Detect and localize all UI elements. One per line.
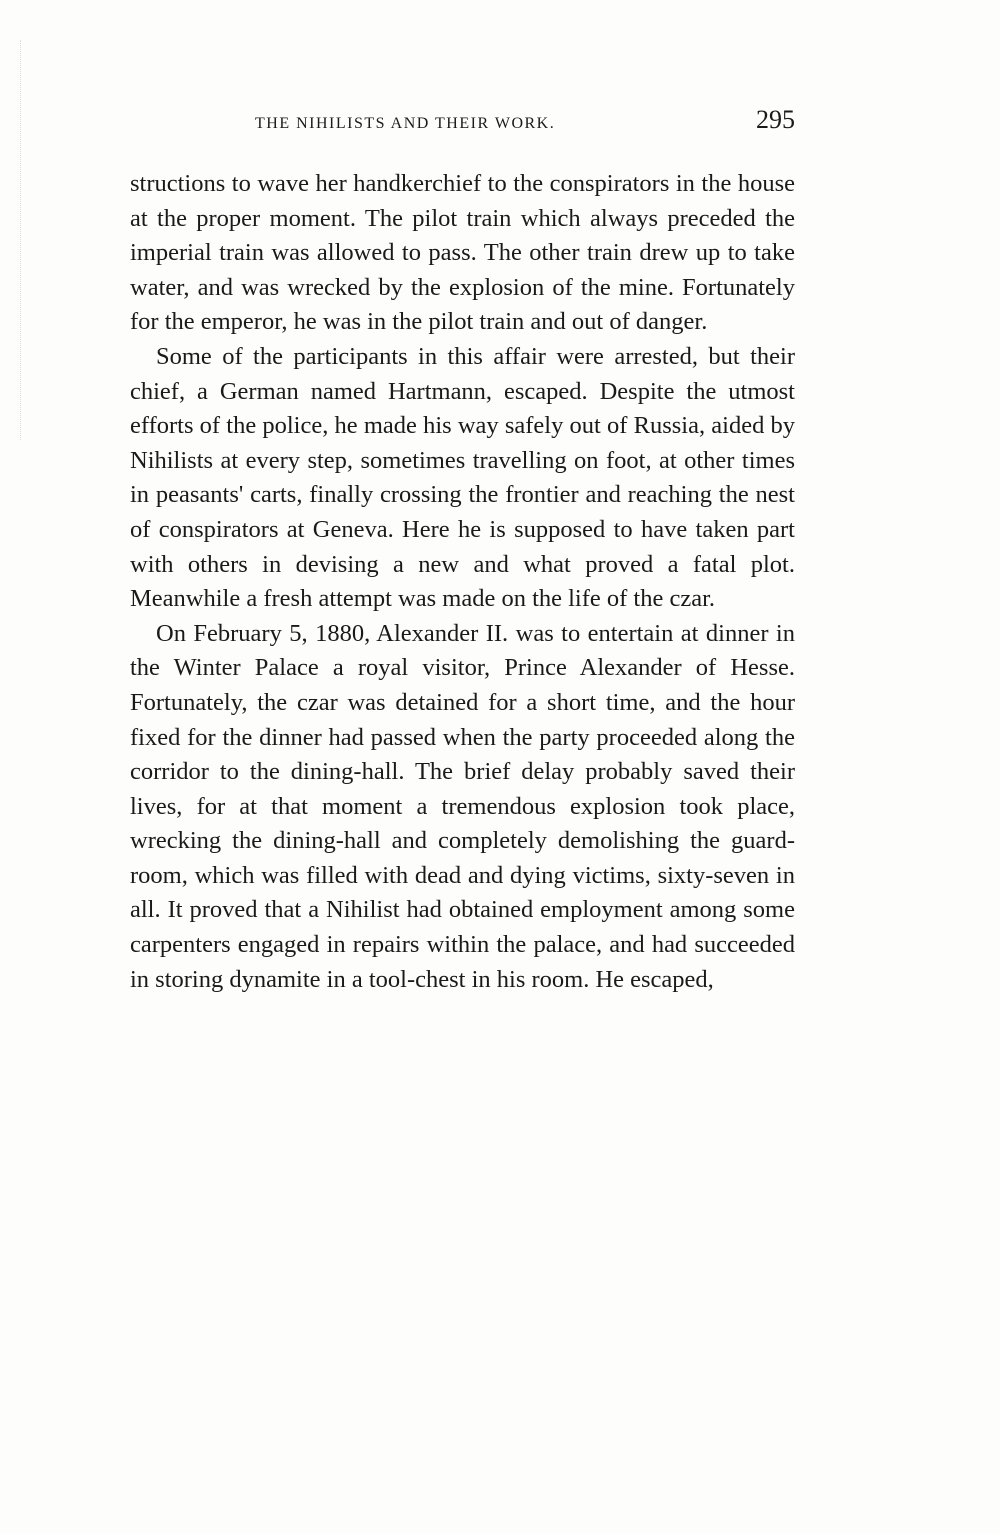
page-number: 295 (756, 105, 795, 134)
body-text (130, 167, 795, 997)
paragraph-3: On February 5, 1880, Alexander II. was to entertain at dinner in the Winter Palace a royal visitor, Prince Alexander of Hesse. Fortunately, the czar was detained for a short time, and the hour fixed for the dinner had passed when the party proceeded along the corridor to the dining-hall. The brief delay probably saved their lives, for at that moment a tremendous explosion took place, wrecking the dining-hall and completely demolishing the guard-room, which was filled with dead and dying victims, sixty-seven in all. It proved that a Nihilist had obtained employment among some carpenters engaged in repairs within the palace, and had succeeded in storing dynamite in a tool-chest in his room. He escaped, (130, 619, 795, 993)
paragraph-2: Some of the participants in this affair were arrested, but their chief, a German named Hartmann, escaped. Despite the utmost efforts of the police, he made his way safely out of Russia, aided by Nihilists at every step, sometimes travelling on foot, at other times in peasants' carts, finally crossing the frontier and reaching the nest of conspirators at Geneva. Here he is supposed to have taken part with others in devising a new and what proved a fatal plot. Meanwhile a fresh attempt was made on the life of the czar. (130, 342, 795, 613)
paragraph-1: structions to wave her handkerchief to the conspirators in the house at the proper moment. The pilot train which always preceded the imperial train was allowed to pass. The other train drew up to take water, and was wrecked by the explosion of the mine. Fortunately for the emperor, he was in the pilot train and out of danger. (130, 170, 795, 336)
binding-gutter-marks (20, 40, 25, 440)
running-head (130, 105, 795, 141)
running-title: THE NIHILISTS AND THEIR WORK. (255, 115, 556, 132)
